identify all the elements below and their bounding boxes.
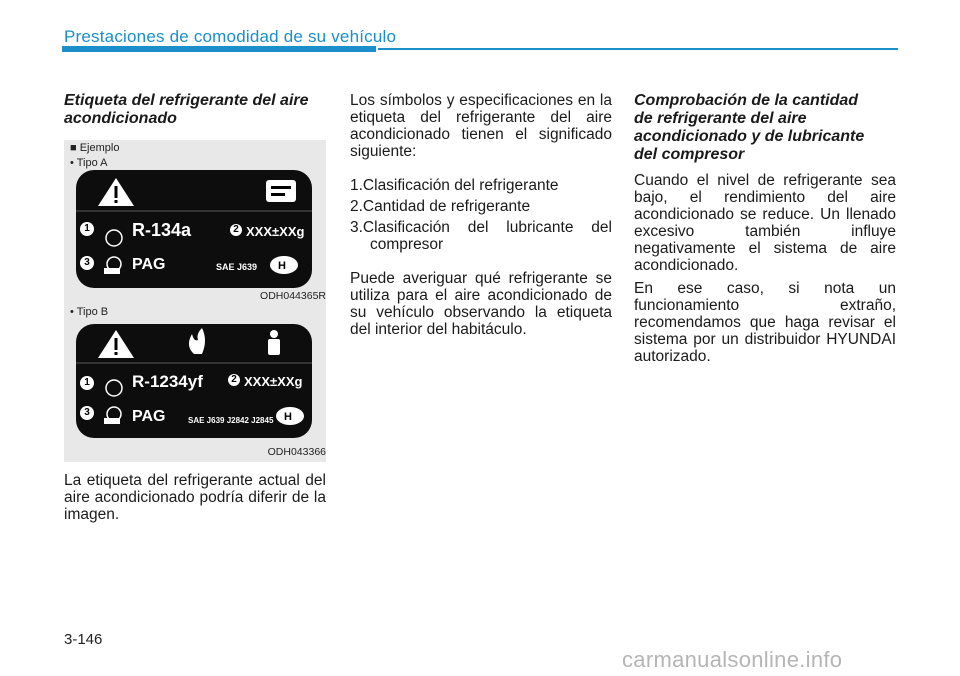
column-middle [350, 92, 612, 338]
marker-3: 3 [80, 406, 94, 420]
figure-code-a: ODH044365R [260, 290, 326, 302]
column-left [64, 92, 326, 128]
section-header-title: Prestaciones de comodidad de su vehículo [64, 27, 397, 46]
standard-code: SAE J639 J2842 J2845 [188, 416, 274, 425]
svg-text:H: H [284, 411, 292, 423]
symbols-outro: Puede averiguar qué refrigerante se utiliza para el aire acondicionado de su vehículo observando la etiqueta del interior del habitáculo. [350, 270, 612, 338]
marker-2: 2 [230, 224, 242, 236]
marker-1: 1 [80, 376, 94, 390]
check-paragraph-2: En ese caso, si nota un funcionamiento extraño, recomendamos que haga revisar el sistema por un distribuidor HYUNDAI autorizado. [634, 280, 896, 365]
header-rule [378, 48, 898, 50]
refrigerant-label-type-a [76, 170, 312, 288]
marker-1: 1 [80, 222, 94, 236]
label-section-heading: Etiqueta del refrigerante del aire acondicionado [64, 92, 309, 127]
refrigerant-type: R-134a [132, 220, 192, 240]
marker-3: 3 [80, 256, 94, 270]
figure-caption: La etiqueta del refrigerante actual del aire acondicionado podría diferir de la imagen. [64, 472, 326, 523]
type-b-label: • Tipo B [70, 306, 109, 318]
symbols-intro: Los símbolos y especificaciones en la etiqueta del refrigerante del aire acondicionado tienen el significado siguiente: [350, 92, 612, 160]
refrigerant-amount: XXX±XXg [244, 374, 303, 389]
page-number: 3-146 [64, 631, 103, 648]
figure-code-b: ODH043366 [267, 446, 326, 458]
header-rule-accent [62, 46, 376, 52]
refrigerant-type: R-1234yf [132, 372, 203, 391]
column-right [634, 92, 896, 365]
example-note: ■ Ejemplo [70, 142, 120, 154]
refrigerant-label-figure [64, 140, 326, 462]
lubricant-type: PAG [132, 408, 166, 425]
standard-code: SAE J639 [216, 262, 258, 272]
type-a-label: • Tipo A [70, 157, 108, 169]
lubricant-type: PAG [132, 256, 166, 273]
svg-text:H: H [278, 260, 286, 272]
check-paragraph-1: Cuando el nivel de refrigerante sea bajo, el rendimiento del aire acondicionado se reduce. Un llenado excesivo también influye negativamente el sistema de aire acondicionado. [634, 172, 896, 274]
watermark: carmanualsonline.info [622, 647, 843, 672]
marker-2: 2 [228, 374, 240, 386]
list-item: 2.Cantidad de refrigerante [350, 198, 531, 215]
refrigerant-amount: XXX±XXg [246, 224, 305, 239]
refrigerant-label-type-b [76, 324, 312, 438]
check-section-heading: Comprobación de la cantidad de refrigerante del aire acondicionado y de lubricante del compresor [634, 92, 865, 163]
list-item: 3.Clasificación del lubricante del compresor [350, 219, 612, 253]
list-item: 1.Clasificación del refrigerante [350, 177, 559, 194]
